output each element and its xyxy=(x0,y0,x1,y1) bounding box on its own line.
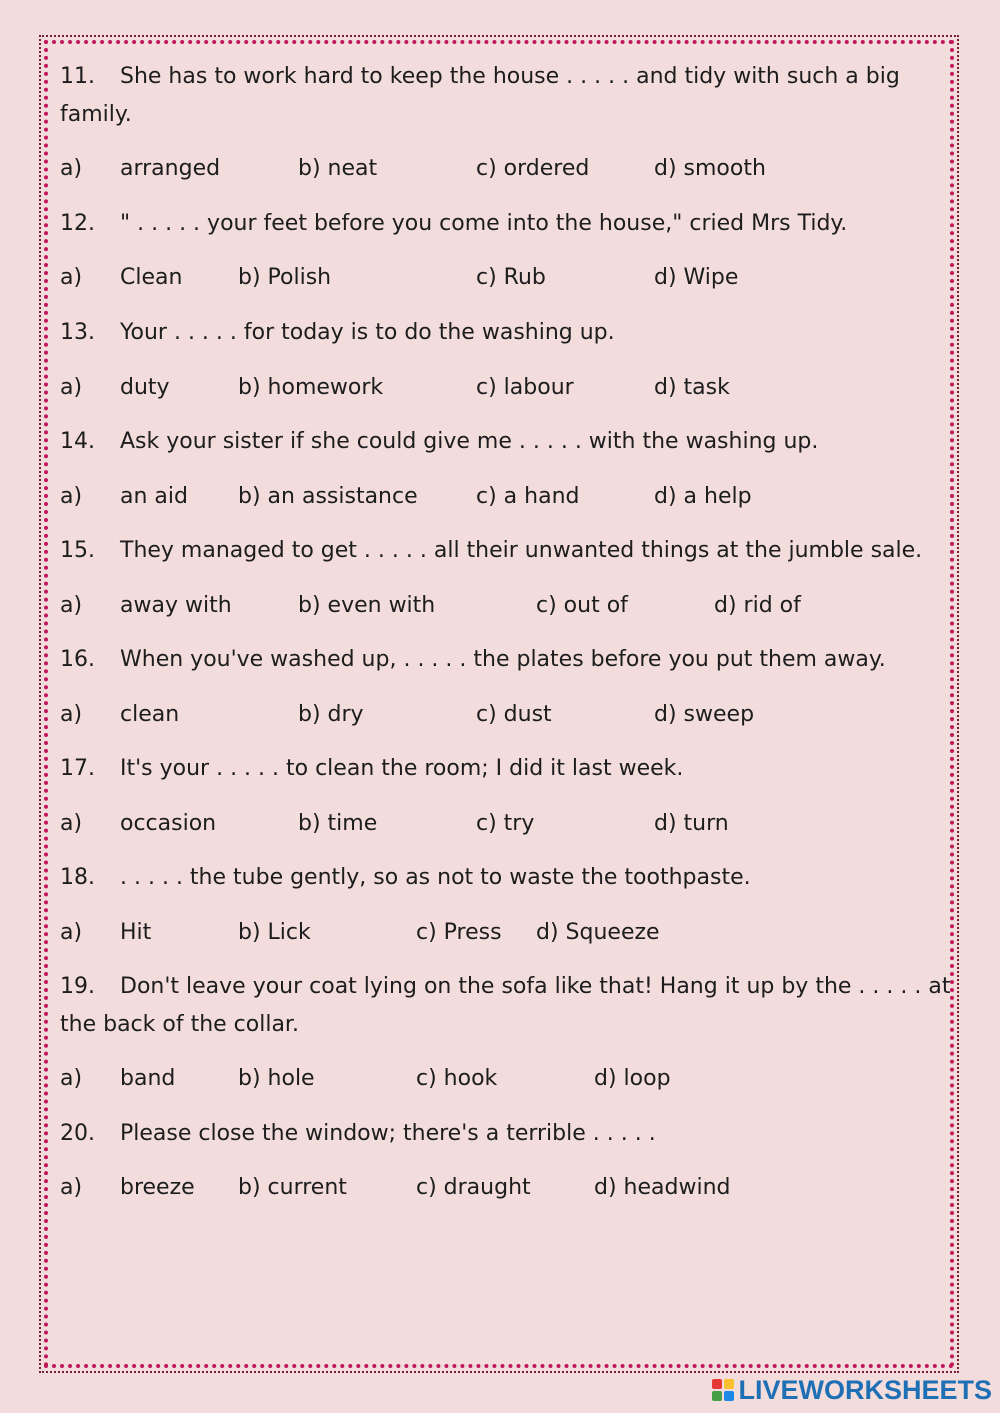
option-d[interactable]: d) headwind xyxy=(594,1175,731,1200)
question-19-continuation: the back of the collar. xyxy=(60,1012,299,1037)
option-d[interactable]: d) a help xyxy=(654,484,752,509)
option-a[interactable]: away with xyxy=(120,593,232,618)
option-c[interactable]: c) a hand xyxy=(476,484,580,509)
option-b[interactable]: b) hole xyxy=(238,1066,315,1091)
option-b[interactable]: b) current xyxy=(238,1175,347,1200)
option-label: a) xyxy=(60,920,83,945)
option-a[interactable]: Clean xyxy=(120,265,183,290)
option-d[interactable]: d) Wipe xyxy=(654,265,739,290)
option-d[interactable]: d) task xyxy=(654,375,730,400)
option-d[interactable]: d) Squeeze xyxy=(536,920,660,945)
question-20 xyxy=(60,1115,656,1153)
option-label: a) xyxy=(60,1066,83,1091)
question-text: " . . . . . your feet before you come into the house," cried Mrs Tidy. xyxy=(120,211,848,236)
question-14 xyxy=(60,423,818,461)
option-b[interactable]: b) Lick xyxy=(238,920,311,945)
option-a[interactable]: occasion xyxy=(120,811,217,836)
question-11-continuation: family. xyxy=(60,102,132,127)
option-label: a) xyxy=(60,484,83,509)
question-17 xyxy=(60,750,683,788)
question-number: 17. xyxy=(60,756,95,781)
question-text: Ask your sister if she could give me . . . . . with the washing up. xyxy=(120,429,819,454)
option-c[interactable]: c) dust xyxy=(476,702,552,727)
question-number: 18. xyxy=(60,865,95,890)
logo-grid-icon xyxy=(712,1379,734,1401)
question-number: 16. xyxy=(60,647,95,672)
option-d[interactable]: d) smooth xyxy=(654,156,766,181)
question-number: 20. xyxy=(60,1121,95,1146)
question-number: 19. xyxy=(60,974,95,999)
option-label: a) xyxy=(60,156,83,181)
question-16 xyxy=(60,641,886,679)
option-a[interactable]: band xyxy=(120,1066,176,1091)
option-c[interactable]: c) Rub xyxy=(476,265,546,290)
option-b[interactable]: b) dry xyxy=(298,702,364,727)
question-12 xyxy=(60,205,847,243)
option-b[interactable]: b) Polish xyxy=(238,265,332,290)
option-label: a) xyxy=(60,375,83,400)
option-c[interactable]: c) out of xyxy=(536,593,628,618)
option-d[interactable]: d) rid of xyxy=(714,593,801,618)
question-text: When you've washed up, . . . . . the plates before you put them away. xyxy=(120,647,886,672)
option-c[interactable]: c) hook xyxy=(416,1066,498,1091)
option-label: a) xyxy=(60,811,83,836)
option-a[interactable]: Hit xyxy=(120,920,152,945)
question-text: She has to work hard to keep the house . . . . . and tidy with such a big xyxy=(120,64,900,89)
question-text: Don't leave your coat lying on the sofa like that! Hang it up by the . . . . . at xyxy=(120,974,951,999)
question-number: 14. xyxy=(60,429,95,454)
option-a[interactable]: an aid xyxy=(120,484,188,509)
question-13 xyxy=(60,314,615,352)
question-number: 13. xyxy=(60,320,95,345)
option-b[interactable]: b) time xyxy=(298,811,378,836)
option-a[interactable]: breeze xyxy=(120,1175,195,1200)
option-b[interactable]: b) an assistance xyxy=(238,484,418,509)
question-number: 12. xyxy=(60,211,95,236)
question-number: 15. xyxy=(60,538,95,563)
question-text: Your . . . . . for today is to do the washing up. xyxy=(120,320,615,345)
option-c[interactable]: c) ordered xyxy=(476,156,590,181)
question-18 xyxy=(60,859,751,897)
question-11 xyxy=(60,58,900,96)
logo-text: LIVEWORKSHEETS xyxy=(738,1374,992,1405)
option-b[interactable]: b) even with xyxy=(298,593,436,618)
option-d[interactable]: d) loop xyxy=(594,1066,671,1091)
liveworksheets-logo[interactable] xyxy=(712,1373,992,1407)
option-c[interactable]: c) Press xyxy=(416,920,502,945)
option-label: a) xyxy=(60,593,83,618)
option-a[interactable]: clean xyxy=(120,702,180,727)
question-number: 11. xyxy=(60,64,95,89)
question-text: . . . . . the tube gently, so as not to waste the toothpaste. xyxy=(120,865,751,890)
option-label: a) xyxy=(60,702,83,727)
question-text: They managed to get . . . . . all their unwanted things at the jumble sale. xyxy=(120,538,923,563)
question-text: It's your . . . . . to clean the room; I did it last week. xyxy=(120,756,684,781)
question-19 xyxy=(60,968,950,1006)
option-label: a) xyxy=(60,265,83,290)
option-b[interactable]: b) homework xyxy=(238,375,384,400)
option-c[interactable]: c) draught xyxy=(416,1175,531,1200)
option-a[interactable]: duty xyxy=(120,375,170,400)
option-c[interactable]: c) try xyxy=(476,811,535,836)
option-d[interactable]: d) sweep xyxy=(654,702,755,727)
question-15 xyxy=(60,532,922,570)
option-b[interactable]: b) neat xyxy=(298,156,378,181)
option-d[interactable]: d) turn xyxy=(654,811,729,836)
option-label: a) xyxy=(60,1175,83,1200)
option-a[interactable]: arranged xyxy=(120,156,221,181)
question-text: Please close the window; there's a terrible . . . . . xyxy=(120,1121,656,1146)
option-c[interactable]: c) labour xyxy=(476,375,574,400)
